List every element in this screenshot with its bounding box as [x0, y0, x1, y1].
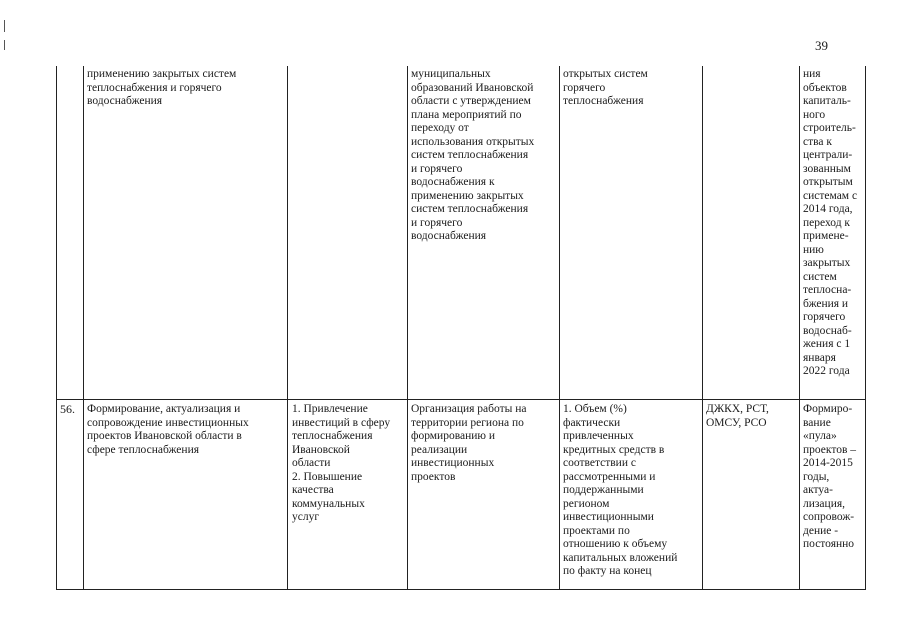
responsible-cell: ДЖКХ, РСТ, ОМСУ, РСО: [706, 403, 769, 429]
column-divider: [83, 66, 84, 589]
column-divider: [407, 66, 408, 589]
table-row-number: 56.: [60, 403, 75, 416]
goal-cell: 1. Привлечение инвестиций в сферу теплоснабжения Ивановской области 2. Повышение качества коммунальных услуг: [292, 403, 391, 523]
column-divider: [702, 66, 703, 589]
column-divider: [559, 66, 560, 589]
scan-margin-mark: [4, 40, 5, 50]
measure-content-cell: муниципальных образований Ивановской области с утверждением плана мероприятий по переходу от использования открытых систем теплоснабжения и горячего водоснабжения к применению закрытых систем теплоснабжения и горячего водоснабжения: [411, 68, 535, 242]
measures-table: [56, 66, 866, 590]
scan-margin-mark: [4, 20, 5, 32]
measure-content-cell: Организация работы на территории региона по формированию и реализации инвестиционных проектов: [411, 403, 527, 483]
column-divider: [287, 66, 288, 589]
row-divider: [57, 399, 865, 400]
deadline-cell: Формиро- вание «пула» проектов – 2014-2015 годы, актуа- лизация, сопровож- дение - постоянно: [803, 403, 857, 550]
page-number: 39: [815, 38, 828, 53]
indicator-cell: открытых систем горячего теплоснабжения: [563, 68, 648, 107]
measure-name-cell: Формирование, актуализация и сопровождение инвестиционных проектов Ивановской области в сфере теплоснабжения: [87, 403, 249, 456]
indicator-cell: 1. Объем (%) фактически привлеченных кредитных средств в соответствии с рассмотренными и поддержанными регионом инвестиционными проектами по отношению к объему капитальных вложений по факту на конец: [563, 403, 678, 577]
column-divider: [799, 66, 800, 589]
measure-name-cell: применению закрытых систем теплоснабжения и горячего водоснабжения: [87, 68, 237, 107]
deadline-cell: ния объектов капиталь- ного строитель- ства к централи- зованным открытым системам с 2014 года, переход к примене- нию закрытых систем теплосна- бжения и горячего водоснаб- жения с 1 января 2022 года: [803, 68, 858, 377]
